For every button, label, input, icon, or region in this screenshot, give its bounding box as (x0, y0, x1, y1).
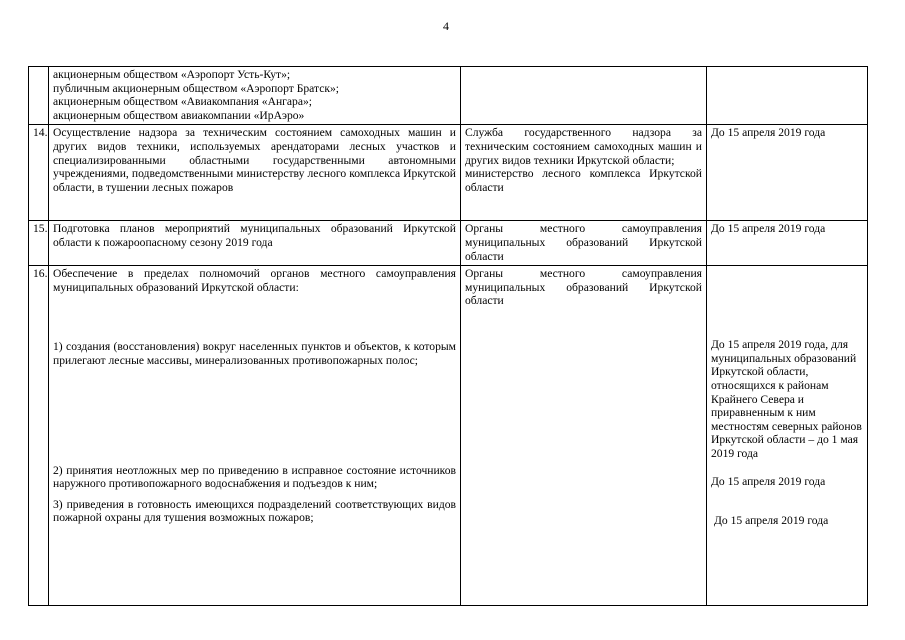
activity-text: Обеспечение в пределах полномочий органов местного самоуправления муниципальных образований Иркутской области: (53, 267, 456, 294)
measures-table (28, 66, 868, 606)
table-row (29, 125, 868, 221)
deadline-text: До 15 апреля 2019 года (714, 514, 829, 528)
deadline-cell: До 15 апреля 2019 года (707, 221, 868, 266)
executor-cell: Органы местного самоуправления муниципальных образований Иркутской области (461, 221, 707, 266)
executor-text: министерство лесного комплекса Иркутской области (465, 167, 702, 194)
list-item: акционерным обществом «Авиакомпания «Ангара»; (53, 95, 313, 109)
row-number-cell: 14. (29, 125, 49, 221)
table-row (29, 67, 868, 125)
table-row (29, 221, 868, 266)
executor-cell (461, 125, 707, 221)
activity-cell (49, 266, 461, 606)
sub-item: 3) приведения в готовность имеющихся подразделений соответствующих видов пожарной охраны для тушения возможных пожаров; (53, 497, 456, 525)
list-item: акционерным обществом «Аэропорт Усть-Кут»; (53, 68, 291, 81)
sub-item: 2) принятия неотложных мер по приведению в исправное состояние источников наружного противопожарного водоснабжения и подъездов к ним; (53, 463, 456, 491)
executor-cell (461, 67, 707, 125)
page-number: 4 (443, 19, 449, 33)
executor-text: Служба государственного надзора за техническим состоянием самоходных машин и других видов техники Иркутской области; (465, 126, 702, 167)
sub-item: 1) создания (восстановления) вокруг населенных пунктов и объектов, к которым прилегают лесные массивы, минерализованных противопожарных полос; (53, 340, 456, 367)
activity-cell: Осуществление надзора за техническим состоянием самоходных машин и других видов техники, используемых арендаторами лесных участков и специализированными областными государственными автономными учреждениями, подведомственными министерству лесного комплекса Иркутской области, в тушении лесных пожаров (49, 125, 461, 221)
deadline-text: До 15 апреля 2019 года, для муниципальных образований Иркутской области, относящихся к районам Крайнего Севера и приравненным к ним местностям северных районов Иркутской области – до 1 мая 2019 года (711, 338, 862, 460)
list-item: публичным акционерным обществом «Аэропорт Братск»; (53, 81, 339, 95)
deadline-cell (707, 266, 868, 606)
activity-cell (49, 67, 461, 125)
deadline-text: До 15 апреля 2019 года (711, 474, 826, 488)
row-number-cell: 16. (29, 266, 49, 606)
deadline-cell: До 15 апреля 2019 года (707, 125, 868, 221)
deadline-cell (707, 67, 868, 125)
executor-cell: Органы местного самоуправления муниципальных образований Иркутской области (461, 266, 707, 606)
activity-cell: Подготовка планов мероприятий муниципальных образований Иркутской области к пожароопасному сезону 2019 года (49, 221, 461, 266)
row-number-cell (29, 67, 49, 125)
list-item: акционерным обществом авиакомпании «ИрАэро» (53, 108, 305, 122)
table-row (29, 266, 868, 606)
row-number-cell: 15. (29, 221, 49, 266)
